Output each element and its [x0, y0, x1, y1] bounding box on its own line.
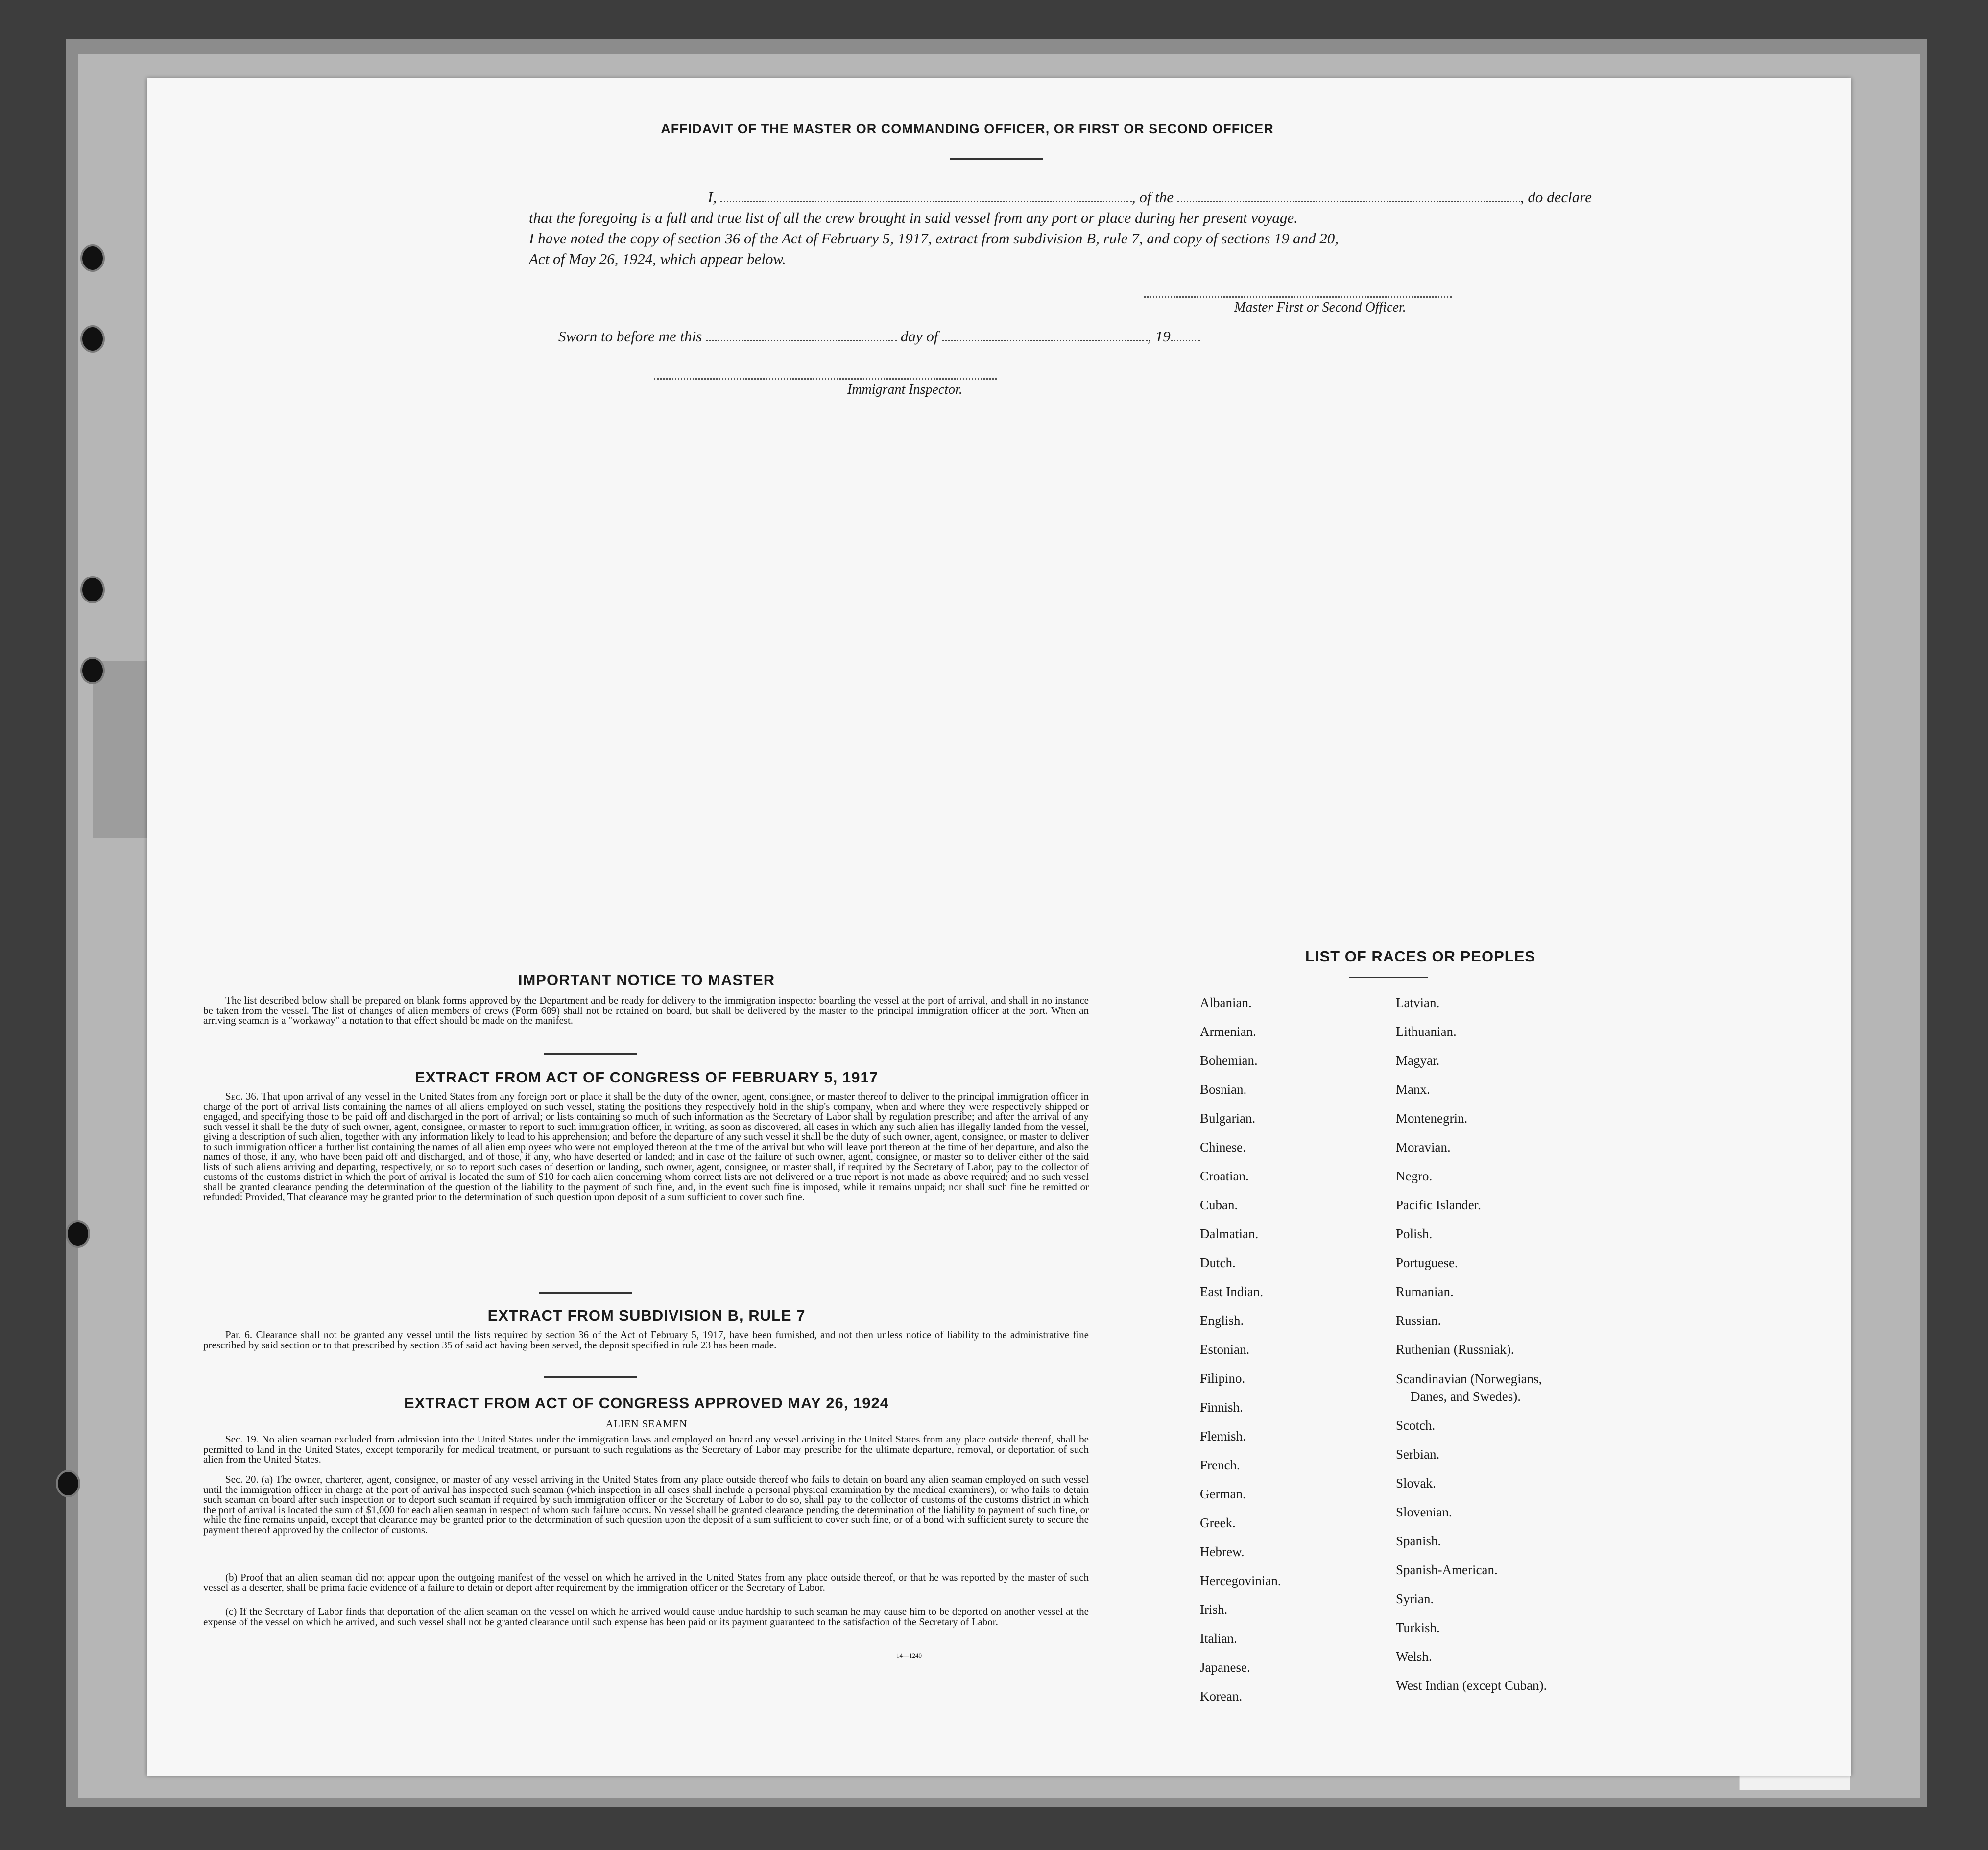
affidavit-line-2: that the foregoing is a full and true list of all the crew brought in said vessel from any port or place during her present voyage.: [529, 209, 1298, 226]
declarant-prefix: I,: [708, 189, 717, 206]
race-item: East Indian.: [1200, 1284, 1263, 1299]
race-item: Hebrew.: [1200, 1544, 1245, 1559]
master-signature-line[interactable]: [1144, 296, 1452, 298]
race-item: Dalmatian.: [1200, 1226, 1259, 1241]
race-item: West Indian (except Cuban).: [1396, 1678, 1547, 1693]
sworn-month-field[interactable]: [942, 328, 1148, 341]
notice-title: IMPORTANT NOTICE TO MASTER: [518, 971, 775, 988]
race-item: Spanish-American.: [1396, 1562, 1498, 1577]
race-item: French.: [1200, 1458, 1240, 1472]
rule7-text: Par. 6. Clearance shall not be granted any vessel until the lists required by section 36 of the Act of February 5, 1917, have been furnished, and not then unless notice of liability to the administrative fine prescribed by said section or to that prescribed by section 35 of said act having been served, the deposit specified in rule 23 has been made.: [203, 1329, 1089, 1351]
race-item: Filipino.: [1200, 1371, 1245, 1386]
race-item: Dutch.: [1200, 1255, 1236, 1270]
sworn-year-field[interactable]: [1171, 328, 1200, 341]
extract-1917-text: [203, 1091, 1089, 1202]
race-item: Estonian.: [1200, 1342, 1250, 1357]
race-item: Hercegovinian.: [1200, 1573, 1281, 1588]
race-item: Flemish.: [1200, 1429, 1246, 1443]
race-item: Armenian.: [1200, 1024, 1256, 1039]
race-item: Albanian.: [1200, 995, 1252, 1010]
race-item: Turkish.: [1396, 1620, 1440, 1635]
race-item: Polish.: [1396, 1226, 1433, 1241]
extract-1924-sec20b: (b) Proof that an alien seaman did not appear upon the outgoing manifest of the vessel on which he arrived in the United States from any place outside thereof, or that he was reported by the master of such vessel as a deserter, shall be prima facie evidence of a failure to detain or deport after requirement by the immigration officer or the Secretary of Labor.: [203, 1571, 1089, 1593]
binder-hole: [82, 659, 103, 682]
divider: [950, 158, 1043, 160]
race-item: Greek.: [1200, 1515, 1236, 1530]
race-item: Negro.: [1396, 1169, 1433, 1183]
inspector-signature-line[interactable]: [654, 378, 997, 380]
declarant-name-field[interactable]: [720, 189, 1132, 202]
race-item: Serbian.: [1396, 1447, 1440, 1462]
divider: [539, 1292, 632, 1294]
binder-hole: [58, 1472, 78, 1495]
affidavit-title: AFFIDAVIT OF THE MASTER OR COMMANDING OFFICER, OR FIRST OR SECOND OFFICER: [661, 121, 1274, 136]
race-item: Italian.: [1200, 1631, 1237, 1646]
races-left-column: [1200, 988, 1281, 1711]
race-item: Bosnian.: [1200, 1082, 1247, 1097]
extract-1917-title: EXTRACT FROM ACT OF CONGRESS OF FEBRUARY 5, 1917: [415, 1069, 878, 1086]
race-item: Rumanian.: [1396, 1284, 1454, 1299]
race-item: Finnish.: [1200, 1400, 1243, 1415]
race-item: Scotch.: [1396, 1418, 1436, 1433]
race-item: German.: [1200, 1487, 1246, 1501]
race-item: Scandinavian (Norwegians,: [1396, 1371, 1542, 1386]
race-item: Irish.: [1200, 1602, 1228, 1617]
sworn-prefix: Sworn to before me this: [558, 328, 702, 345]
extract-1924-sec20c: (c) If the Secretary of Labor finds that deportation of the alien seaman on the vessel on which he arrived would cause undue hardship to such seaman he may cause him to be deported on another vessel at the expense of the vessel on which he arrived, and such vessel shall not be granted clearance until such expense has been paid or its payment guaranteed to the satisfaction of the Secretary of Labor.: [203, 1606, 1089, 1628]
binder-hole: [82, 246, 103, 270]
races-title: LIST OF RACES OR PEOPLES: [1305, 948, 1536, 965]
race-item: Slovak.: [1396, 1476, 1436, 1490]
vessel-name-field[interactable]: [1177, 189, 1520, 202]
race-item: Cuban.: [1200, 1198, 1238, 1212]
sworn-year-prefix: , 19: [1148, 328, 1171, 345]
master-signature-label: Master First or Second Officer.: [1234, 300, 1406, 315]
race-item: Magyar.: [1396, 1053, 1440, 1068]
race-item: Danes, and Swedes).: [1411, 1389, 1521, 1404]
affidavit-line-1: [708, 187, 1592, 208]
binder-hole: [68, 1222, 88, 1246]
race-item: Bulgarian.: [1200, 1111, 1256, 1126]
sworn-day-field[interactable]: [706, 328, 897, 341]
race-item: Moravian.: [1396, 1140, 1451, 1154]
race-item: Bohemian.: [1200, 1053, 1258, 1068]
race-item: English.: [1200, 1313, 1244, 1328]
extract-1924-subtitle: ALIEN SEAMEN: [605, 1418, 688, 1430]
race-item: Croatian.: [1200, 1169, 1249, 1183]
race-item: Welsh.: [1396, 1649, 1432, 1664]
form-sheet: [147, 78, 1851, 1776]
extract-1917-section: Sec. 36.: [225, 1090, 259, 1102]
race-item: Chinese.: [1200, 1140, 1246, 1154]
divider: [1349, 977, 1428, 978]
race-item: Japanese.: [1200, 1660, 1250, 1675]
affidavit-line-3: I have noted the copy of section 36 of the Act of February 5, 1917, extract from subdivision B, rule 7, and copy of sections 19 and 20,: [529, 230, 1339, 247]
race-item: Slovenian.: [1396, 1505, 1452, 1519]
race-item: Pacific Islander.: [1396, 1198, 1481, 1212]
race-item: Portuguese.: [1396, 1255, 1458, 1270]
sworn-line: [558, 326, 1200, 347]
extract-1924-sec19: Sec. 19. No alien seaman excluded from admission into the United States under the immigration laws and employed on board any vessel arriving in the United States from any place outside thereof, shall be permitted to land in the United States, except temporarily for medical treatment, or pursuant to such regulations as the Secretary of Labor may prescribe for the ultimate departure, removal, or deportation of such alien from the United States.: [203, 1433, 1089, 1465]
binder-hole: [82, 327, 103, 351]
race-item: Lithuanian.: [1396, 1024, 1457, 1039]
race-item: Syrian.: [1396, 1591, 1434, 1606]
race-item: Latvian.: [1396, 995, 1440, 1010]
race-item: Ruthenian (Russniak).: [1396, 1342, 1514, 1357]
sworn-day-label: day of: [900, 328, 938, 345]
race-item: Korean.: [1200, 1689, 1243, 1704]
notice-text: The list described below shall be prepared on blank forms approved by the Department and be ready for delivery to the immigration inspector boarding the vessel at the port of arrival, and shall in no instance be taken from the vessel. The list of changes of alien members of crews (Form 689) shall not be retained on board, but shall be delivered by the master to the principal immigration officer at the port. When an arriving seaman is a "workaway" a notation to that effect should be made on the manifest.: [203, 994, 1089, 1026]
declare-text: , do declare: [1520, 189, 1592, 206]
affidavit-line-4: Act of May 26, 1924, which appear below.: [529, 250, 786, 267]
inspector-signature-label: Immigrant Inspector.: [847, 382, 962, 397]
divider: [544, 1376, 637, 1378]
race-item: Spanish.: [1396, 1534, 1441, 1548]
extract-1924-sec20a: Sec. 20. (a) The owner, charterer, agent, consignee, or master of any vessel arriving in the United States from any place outside thereof who fails to detain on board any alien seaman employed on such vessel until the immigration officer in charge at the port of arrival has inspected such seaman (which inspection in all cases shall include a personal physical examination by the medical examiners), or who fails to detain such seaman on board after such inspection or to deport such seaman if required by such immigration officer or the Secretary of Labor to do so, shall pay to the collector of customs of the customs district in which the port of arrival is located the sum of $1,000 for each alien seaman in respect of whom such failure occurs. No vessel shall be granted clearance pending the determination of the liability to payment of such fine, or while the fine remains unpaid, except that clearance may be granted prior to the determination of such question upon the deposit of a sum sufficient to cover such fine, or of a bond with sufficient surety to secure the payment thereof approved by the collector of customs.: [203, 1473, 1089, 1536]
vessel-prefix: , of the: [1131, 189, 1174, 206]
races-right-column: [1396, 988, 1547, 1700]
extract-1924-title: EXTRACT FROM ACT OF CONGRESS APPROVED MAY 26, 1924: [404, 1394, 889, 1412]
divider: [544, 1053, 637, 1055]
race-item: Montenegrin.: [1396, 1111, 1468, 1126]
form-number: 14—1240: [896, 1652, 922, 1659]
race-item: Russian.: [1396, 1313, 1441, 1328]
binder-hole: [82, 578, 103, 601]
binding-tape: [93, 661, 152, 838]
extract-1917-body: That upon arrival of any vessel in the United States from any foreign port or place it shall be the duty of the owner, agent, consignee, or master thereof to deliver to the principal immigration officer in charge of the port of arrival lists containing the names of all aliens employed on such vessel, stating the positions they respectively hold in the ship's company, when and where they were respectively shipped or engaged, and specifying those to be paid off and discharged in the port of arrival; or lists containing so much of such information as the Secretary of Labor shall by regulation prescribe; and after the arrival of any such vessel it shall be the duty of such owner, agent, consignee, or master to report to such immigration officer, in writing, as soon as discovered, all cases in which any such alien has illegally landed from the vessel, giving a description of such alien, together with any information likely to lead to his apprehension; and before the departure of any such vessel it shall be the duty of such owner, agent, consignee, or master to deliver to such immigration officer a further list containing the names of all alien employees who were not employed thereon at the time of the arrival but who will leave port thereon at the time of her departure, and also the names of those, if any, who have been paid off and discharged, and of those, if any, who have deserted or landed; and in case of the failure of such owner, agent, consignee, or master so to deliver either of the said lists of such aliens arriving and departing, respectively, or so to report such cases of desertion or landing, such owner, agent, consignee, or master shall, if required by the Secretary of Labor, pay to the collector of customs of the customs district in which the port of arrival is located the sum of $10 for each alien concerning whom correct lists are not delivered or a true report is not made as above required; and no such vessel shall be granted clearance pending the determination of the question of the liability to the payment of such fine, and, in the event such fine is imposed, while it remains unpaid; nor shall such fine be remitted or refunded: Provided, That clearance may be granted prior to the determination of such question upon deposit of a sum sufficient to cover such fine.: [203, 1090, 1089, 1202]
race-item: Manx.: [1396, 1082, 1430, 1097]
rule7-title: EXTRACT FROM SUBDIVISION B, RULE 7: [487, 1307, 806, 1324]
